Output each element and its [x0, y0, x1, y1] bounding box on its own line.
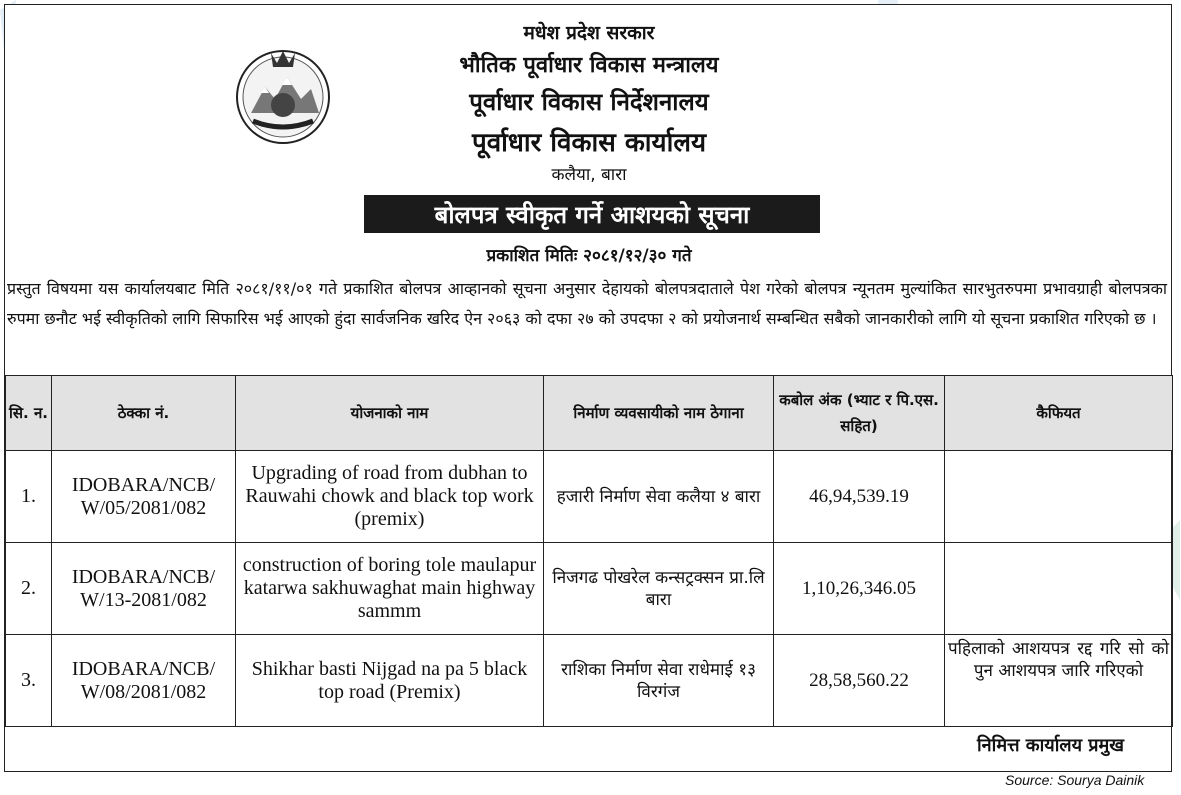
header-ministry: भौतिक पूर्वाधार विकास मन्त्रालय — [459, 53, 719, 78]
cell-contract-no: IDOBARA/NCB/ W/05/2081/082 — [52, 451, 236, 543]
cell-sn: 3. — [6, 635, 52, 727]
cell-contractor: हजारी निर्माण सेवा कलैया ४ बारा — [544, 451, 774, 543]
table-row — [6, 635, 1173, 727]
cell-contract-no: IDOBARA/NCB/ W/13-2081/082 — [52, 543, 236, 635]
cell-contractor: निजगढ पोखरेल कन्सट्रक्सन प्रा.लि बारा — [544, 543, 774, 635]
bid-acceptance-table — [5, 375, 1173, 727]
cell-remarks: पहिलाको आशयपत्र रद्द गरि सो को पुन आशयपत्र जारि गरिएको — [945, 635, 1173, 727]
cell-bid-amount: 46,94,539.19 — [774, 451, 945, 543]
table-header-row — [6, 376, 1173, 451]
cell-bid-amount: 28,58,560.22 — [774, 635, 945, 727]
cell-remarks — [945, 451, 1173, 543]
header-directorate: पूर्वाधार विकास निर्देशनालय — [469, 88, 709, 116]
cell-remarks — [945, 543, 1173, 635]
cell-project-name: construction of boring tole maulapur katarwa sakhuwaghat main highway sammm — [236, 543, 544, 635]
cell-sn: 1. — [6, 451, 52, 543]
col-header-contractor: निर्माण व्यवसायीको नाम ठेगाना — [544, 376, 774, 451]
cell-contract-no: IDOBARA/NCB/ W/08/2081/082 — [52, 635, 236, 727]
col-header-sn: सि. न. — [6, 376, 52, 451]
cell-sn: 2. — [6, 543, 52, 635]
header-location: कलैया, बारा — [551, 165, 627, 185]
published-date: प्रकाशित मितिः २०८१/१२/३० गते — [486, 246, 692, 266]
table-row — [6, 451, 1173, 543]
col-header-remarks: कैफियत — [945, 376, 1173, 451]
header-office: पूर्वाधार विकास कार्यालय — [471, 128, 707, 158]
cell-bid-amount: 1,10,26,346.05 — [774, 543, 945, 635]
signature-office-chief: निमित्त कार्यालय प्रमुख — [977, 735, 1125, 756]
source-credit: Source: Sourya Dainik — [1005, 772, 1145, 788]
notice-body-text: प्रस्तुत विषयमा यस कार्यालयबाट मिति २०८१/११/०१ गते प्रकाशित बोलपत्र आव्हानको सूचना अनुसार देहायको बोलपत्रदाताले पेश गरेको बोलपत्र न्यूनतम मुल्यांकित सारभुतरुपमा प्रभावग्राही बोलपत्रका रुपमा छनौट भई स्वीकृतिको लागि सिफारिस भई आएको हुंदा सार्वजनिक खरिद ऐन २०६३ को दफा २७ को उपदफा २ को प्रयोजनार्थ सम्बन्धित सबैको जानकारीको लागि यो सूचना प्रकाशित गरिएको छ । — [7, 279, 1167, 328]
notice-title-banner: बोलपत्र स्वीकृत गर्ने आशयको सूचना — [364, 195, 820, 233]
cell-project-name: Upgrading of road from dubhan to Rauwahi chowk and black top work (premix) — [236, 451, 544, 543]
table-row — [6, 543, 1173, 635]
col-header-contract-no: ठेक्का नं. — [52, 376, 236, 451]
cell-project-name: Shikhar basti Nijgad na pa 5 black top road (Premix) — [236, 635, 544, 727]
cell-contractor: राशिका निर्माण सेवा राधेमाई १३ विरगंज — [544, 635, 774, 727]
col-header-bid-amount: कबोल अंक (भ्याट र पि.एस. सहित) — [774, 376, 945, 451]
header-province: मधेश प्रदेश सरकार — [523, 22, 655, 44]
col-header-project-name: योजनाको नाम — [236, 376, 544, 451]
